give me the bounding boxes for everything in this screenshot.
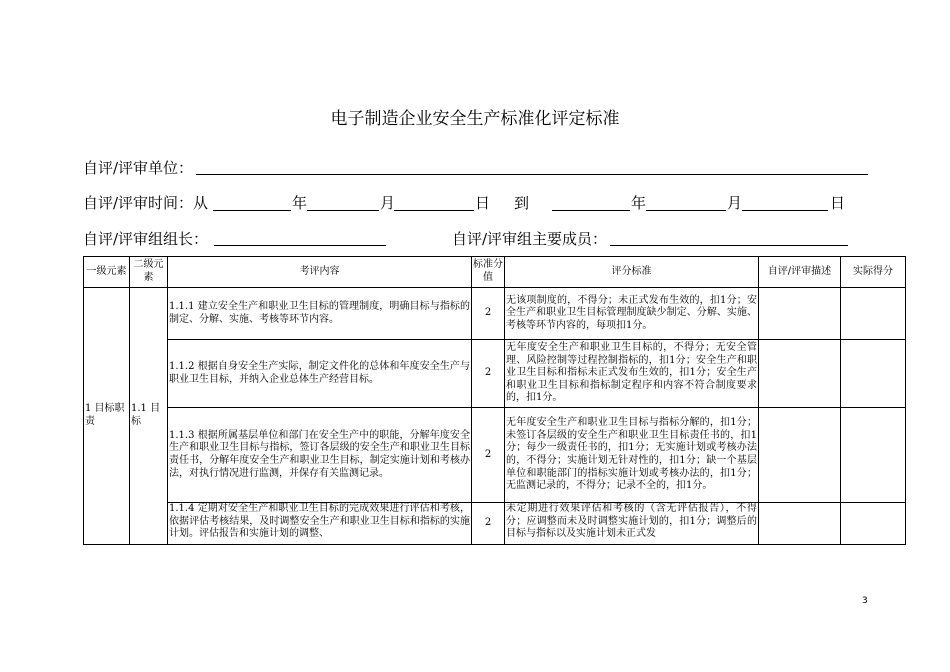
leader-field[interactable] (214, 245, 386, 246)
from-day-label: 日 (475, 194, 491, 212)
criteria-cell (505, 503, 759, 545)
to-month-label: 月 (727, 194, 743, 212)
score-cell: 2 (472, 408, 505, 503)
time-label: 自评/评审时间：从 (83, 194, 209, 212)
actual-score-cell[interactable] (841, 503, 906, 545)
actual-score-cell[interactable] (841, 340, 906, 408)
header-row (84, 257, 906, 288)
content-cell (168, 503, 472, 545)
level2-cell: 1.1 目标 (130, 288, 168, 545)
to-year-label: 年 (631, 194, 647, 212)
members-field[interactable] (610, 245, 848, 246)
content-cell: 1.1.3 根据所属基层单位和部门在安全生产中的职能，分解年度安全生产和职业卫生目标与指标，签订各层级的安全生产和职业卫生目标责任书，分解年度安全生产和职业卫生目标，制定实施计划和考核办法，对执行情况进行监测，并保存有关监测记录。 (168, 408, 472, 503)
level1-cell: 1 目标职责 (84, 288, 130, 545)
criteria-cell: 无年度安全生产和职业卫生目标的，不得分；无安全管理、风险控制等过程控制指标的，扣1分；安全生产和职业卫生目标和指标未正式发布生效的，扣1分；安全生产和职业卫生目标和指标制定程序和内容不符合制度要求的，扣1分。 (505, 340, 759, 408)
desc-cell[interactable] (759, 288, 841, 340)
header-criteria: 评分标准 (505, 257, 759, 288)
criteria-cell: 无年度安全生产和职业卫生目标与指标分解的，扣1分；未签订各层级的安全生产和职业卫生目标责任书的，扣1分；每少一级责任书的，扣1分；无实施计划或考核办法的，不得分；实施计划无针对性的，扣1分；缺一个基层单位和职能部门的指标实施计划或考核办法的，扣1分；无监测记录的，不得分；记录不全的，扣1分。 (505, 408, 759, 503)
table-row (84, 408, 906, 503)
page-number: 3 (862, 596, 868, 606)
desc-cell[interactable] (759, 408, 841, 503)
content-cell: 1.1.1 建立安全生产和职业卫生目标的管理制度，明确目标与指标的制定、分解、实施、考核等环节内容。 (168, 288, 472, 340)
from-month-label: 月 (380, 194, 396, 212)
to-label: 到 (514, 194, 530, 212)
header-content: 考评内容 (168, 257, 472, 288)
table-row (84, 288, 906, 340)
from-day-field[interactable] (394, 210, 474, 211)
content-text: 1.1.4 定期对安全生产和职业卫生目标的完成效果进行评估和考核，依据评估考核结果，及时调整安全生产和职业卫生目标和指标的实施计划。评估报告和实施计划的调整、 (169, 503, 470, 540)
members-label: 自评/评审组主要成员： (452, 230, 608, 248)
score-cell: 2 (472, 503, 505, 545)
content-cell: 1.1.2 根据自身安全生产实际，制定文件化的总体和年度安全生产与职业卫生目标，并纳入企业总体生产经营目标。 (168, 340, 472, 408)
table-row (84, 503, 906, 545)
criteria-text: 未定期进行效果评估和考核的（含无评估报告），不得分；应调整而未及时调整实施计划的，扣1分；调整后的目标与指标以及实施计划未正式发 (506, 503, 757, 540)
header-desc: 自评/评审描述 (759, 257, 841, 288)
unit-label: 自评/评审单位： (83, 159, 194, 177)
from-year-label: 年 (292, 194, 308, 212)
page-title: 电子制造企业安全生产标准化评定标准 (330, 109, 620, 129)
score-cell: 2 (472, 340, 505, 408)
from-month-field[interactable] (307, 210, 379, 211)
unit-field[interactable] (196, 174, 868, 175)
table-row (84, 340, 906, 408)
actual-score-cell[interactable] (841, 408, 906, 503)
evaluation-table (83, 256, 906, 545)
actual-score-cell[interactable] (841, 288, 906, 340)
to-month-field[interactable] (646, 210, 726, 211)
score-cell: 2 (472, 288, 505, 340)
to-year-field[interactable] (552, 210, 630, 211)
header-level1: 一级元素 (84, 257, 130, 288)
criteria-cell: 无该项制度的，不得分；未正式发布生效的，扣1分；安全生产和职业卫生目标管理制度缺少制定、分解、实施、考核等环节内容的，每项扣1分。 (505, 288, 759, 340)
from-year-field[interactable] (213, 210, 291, 211)
desc-cell[interactable] (759, 340, 841, 408)
desc-cell[interactable] (759, 503, 841, 545)
to-day-label: 日 (830, 194, 846, 212)
header-actual: 实际得分 (841, 257, 906, 288)
leader-label: 自评/评审组组长： (83, 230, 209, 248)
header-score: 标准分值 (472, 257, 505, 288)
header-level2: 二级元素 (130, 257, 168, 288)
to-day-field[interactable] (742, 210, 828, 211)
